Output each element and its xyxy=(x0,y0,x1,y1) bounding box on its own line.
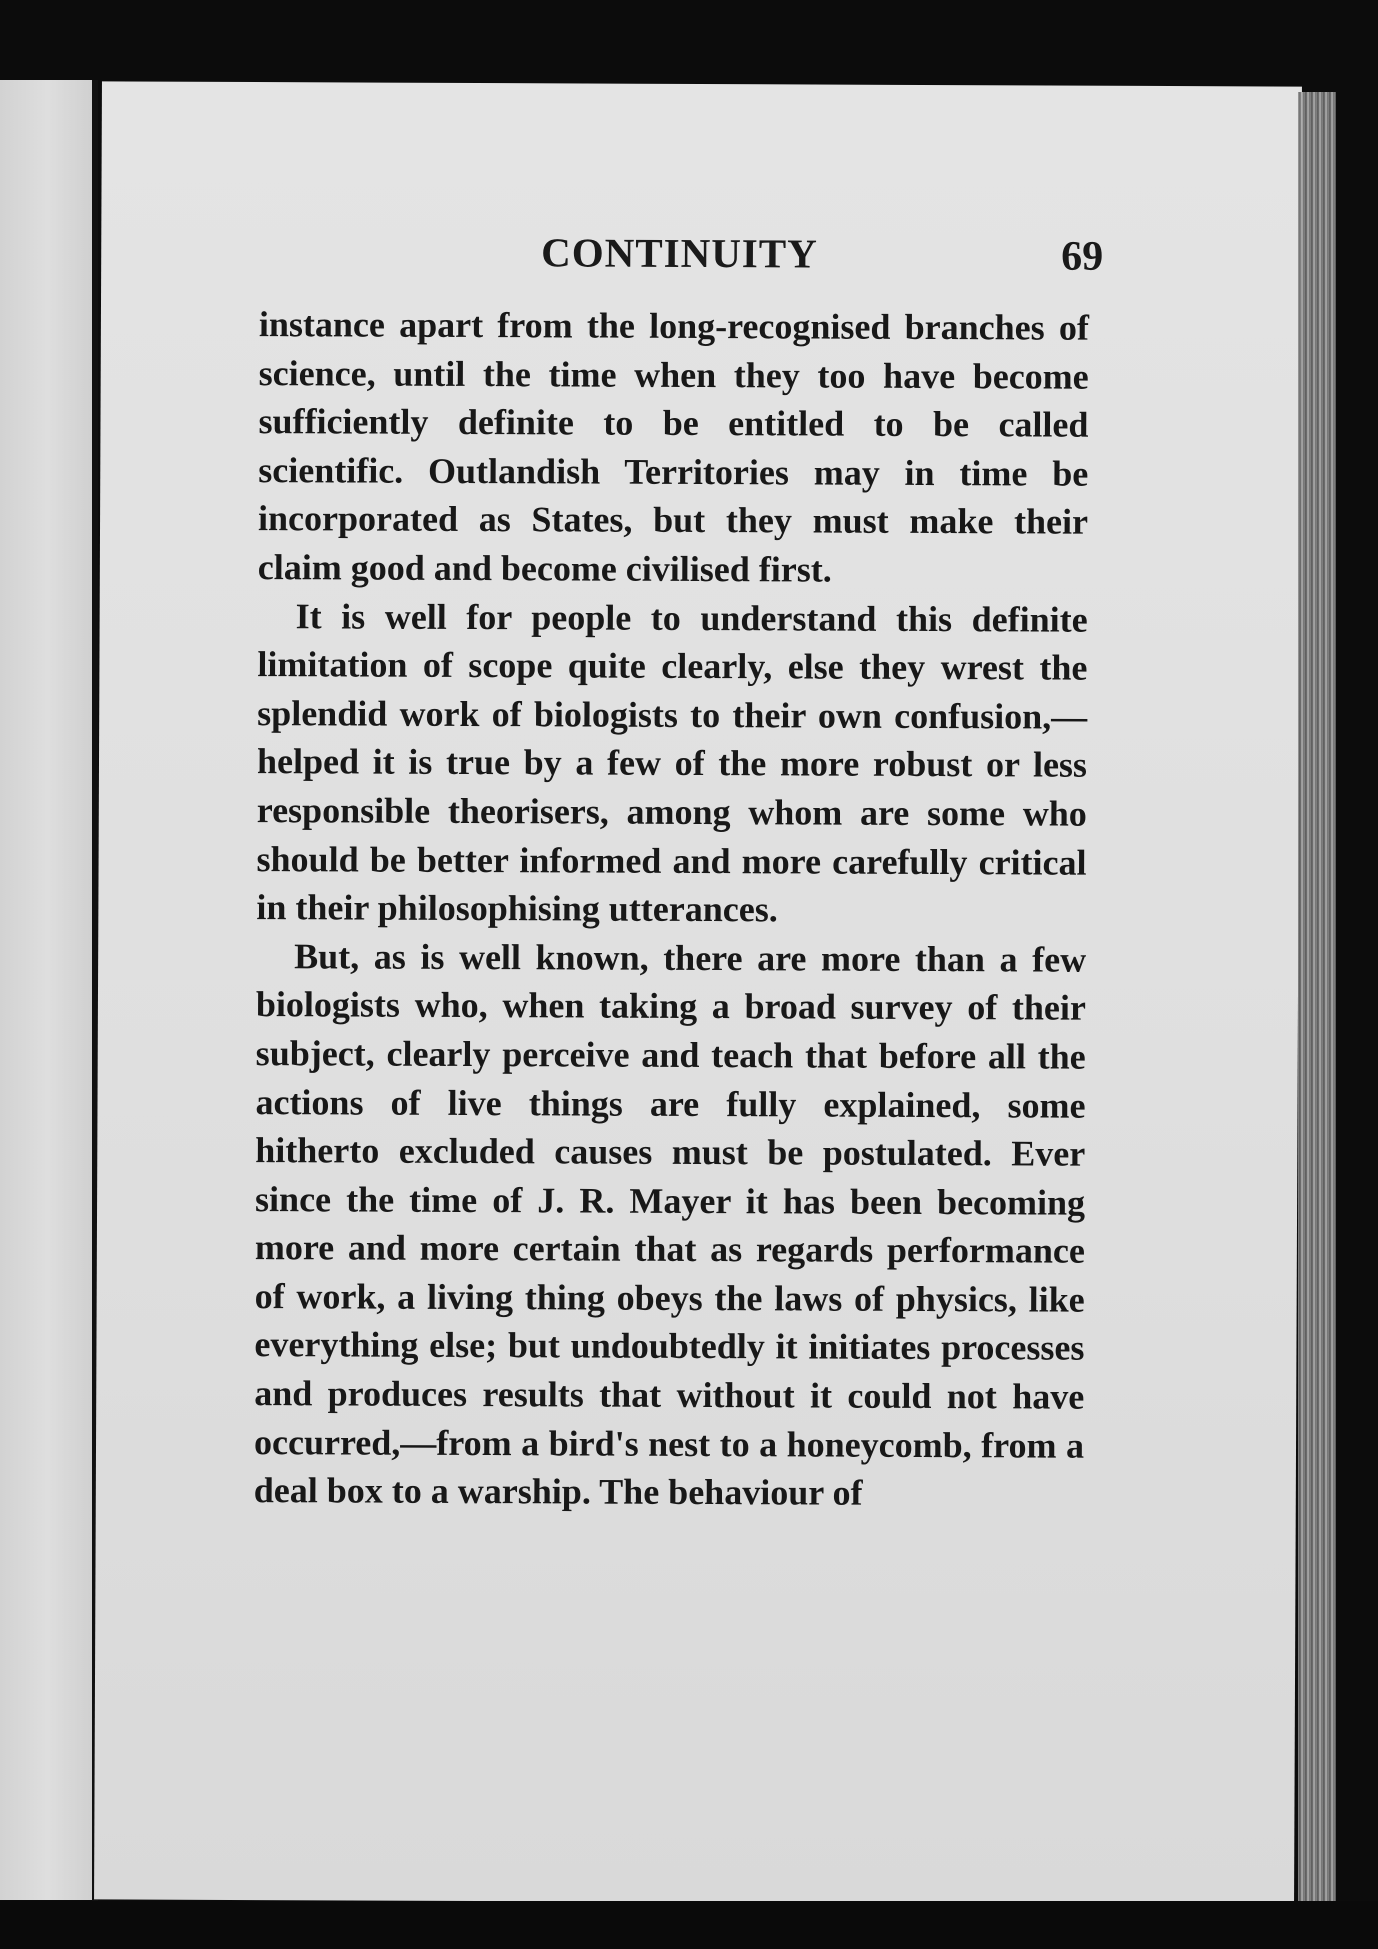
page-number: 69 xyxy=(1061,233,1104,280)
paragraph-1: instance apart from the long-recognised branches of science, until the time when they too have become sufficiently definite to be entitled to be called scientific. Outlandish Territories may in time be incorporated as States, but they must make their claim good and become civilised first. xyxy=(257,304,1089,590)
page-stack-edge xyxy=(1298,92,1336,1912)
previous-page-edge xyxy=(0,80,95,1900)
body-text xyxy=(254,300,1089,1518)
running-head xyxy=(101,226,1301,291)
running-title: CONTINUITY xyxy=(541,229,818,277)
paragraph-3: But, as is well known, there are more than a few biologists who, when taking a broad survey of their subject, clearly perceive and teach that before all the actions of live things are fully explained, some hitherto excluded causes must be postulated. Ever since the time of J. R. Mayer it has been becoming more and more certain that as regards performance of work, a living thing obeys the laws of physics, like everything else; but undoubtedly it initiates processes and produces results that without it could not have occurred,—from a bird's nest to a honeycomb, from a deal box to a warship. The behaviour of xyxy=(253,935,1087,1513)
scan-bottom-shadow xyxy=(0,1901,1378,1949)
paragraph-2: It is well for people to understand this definite limitation of scope quite clearly, else they wrest the splendid work of biologists to their own confusion,—helped it is true by a few of the more robust or less responsible theorisers, among whom are some who should be better informed and more carefully critical in their philosophising utterances. xyxy=(256,595,1088,930)
book-page xyxy=(94,81,1302,1904)
